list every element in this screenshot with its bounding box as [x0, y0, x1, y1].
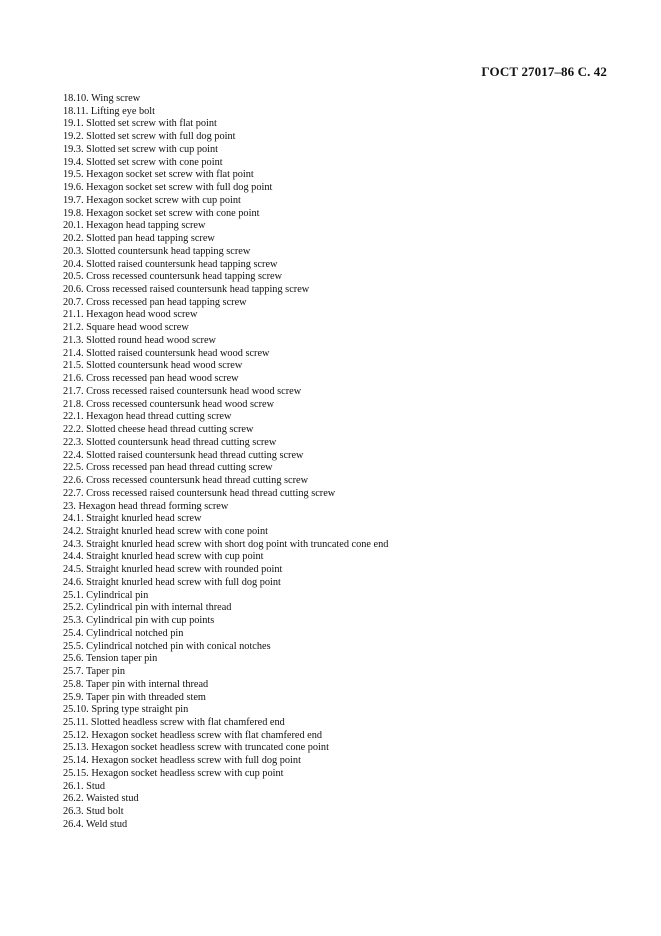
list-item: 19.1. Slotted set screw with flat point	[63, 118, 217, 130]
list-item: 20.7. Cross recessed pan head tapping screw	[63, 296, 247, 308]
page-header: ГОСТ 27017–86 С. 42	[481, 64, 607, 79]
list-item: 24.5. Straight knurled head screw with rounded point	[63, 564, 283, 576]
list-item: 24.4. Straight knurled head screw with cup point	[63, 551, 264, 563]
list-item: 20.5. Cross recessed countersunk head tapping screw	[63, 271, 283, 283]
list-item: 22.2. Slotted cheese head thread cutting screw	[63, 424, 254, 436]
list-item: 26.1. Stud	[63, 780, 106, 792]
list-item: 21.5. Slotted countersunk head wood screw	[63, 360, 243, 372]
list-item: 25.14. Hexagon socket headless screw with full dog point	[63, 755, 301, 767]
list-item: 25.10. Spring type straight pin	[63, 704, 189, 716]
list-item: 24.6. Straight knurled head screw with full dog point	[63, 576, 281, 588]
list-item: 20.6. Cross recessed raised countersunk head tapping screw	[63, 284, 310, 296]
list-item: 20.1. Hexagon head tapping screw	[63, 220, 206, 232]
term-list	[63, 93, 388, 832]
list-item: 21.6. Cross recessed pan head wood screw	[63, 373, 239, 385]
list-item: 25.11. Slotted headless screw with flat chamfered end	[63, 716, 285, 728]
list-item: 25.9. Taper pin with threaded stem	[63, 691, 206, 703]
list-item: 25.13. Hexagon socket headless screw with truncated cone point	[63, 742, 329, 754]
list-item: 21.1. Hexagon head wood screw	[63, 309, 198, 321]
list-item: 26.4. Weld stud	[63, 818, 128, 830]
list-item: 20.4. Slotted raised countersunk head tapping screw	[63, 258, 278, 270]
list-item: 22.3. Slotted countersunk head thread cutting screw	[63, 436, 277, 448]
list-item: 20.2. Slotted pan head tapping screw	[63, 233, 215, 245]
list-item: 25.12. Hexagon socket headless screw with flat chamfered end	[63, 729, 323, 741]
list-item: 20.3. Slotted countersunk head tapping screw	[63, 245, 251, 257]
list-item: 25.1. Cylindrical pin	[63, 589, 149, 601]
list-item: 19.4. Slotted set screw with cone point	[63, 156, 223, 168]
list-item: 24.3. Straight knurled head screw with short dog point with truncated cone end	[63, 538, 389, 550]
list-item: 19.7. Hexagon socket screw with cup point	[63, 194, 241, 206]
list-item: 22.5. Cross recessed pan head thread cutting screw	[63, 462, 273, 474]
list-item: 19.5. Hexagon socket set screw with flat point	[63, 169, 254, 181]
list-item: 22.6. Cross recessed countersunk head thread cutting screw	[63, 475, 309, 487]
list-item: 24.1. Straight knurled head screw	[63, 513, 202, 525]
list-item: 21.4. Slotted raised countersunk head wood screw	[63, 347, 270, 359]
list-item: 22.4. Slotted raised countersunk head thread cutting screw	[63, 449, 304, 461]
list-item: 26.2. Waisted stud	[63, 793, 139, 805]
list-item: 25.15. Hexagon socket headless screw with cup point	[63, 767, 284, 779]
list-item: 21.8. Cross recessed countersunk head wood screw	[63, 398, 275, 410]
list-item: 25.8. Taper pin with internal thread	[63, 678, 209, 690]
list-item: 21.2. Square head wood screw	[63, 322, 189, 334]
list-item: 23. Hexagon head thread forming screw	[63, 500, 229, 512]
list-item: 25.5. Cylindrical notched pin with conical notches	[63, 640, 271, 652]
list-item: 21.7. Cross recessed raised countersunk head wood screw	[63, 385, 302, 397]
list-item: 26.3. Stud bolt	[63, 806, 124, 818]
list-item: 25.2. Cylindrical pin with internal thread	[63, 602, 232, 614]
list-item: 24.2. Straight knurled head screw with cone point	[63, 525, 269, 537]
list-item: 19.3. Slotted set screw with cup point	[63, 143, 219, 155]
list-item: 19.2. Slotted set screw with full dog point	[63, 131, 236, 143]
list-item: 18.11. Lifting eye bolt	[63, 105, 155, 117]
list-item: 25.6. Tension taper pin	[63, 653, 158, 665]
list-item: 18.10. Wing screw	[63, 93, 141, 104]
list-item: 19.6. Hexagon socket set screw with full dog point	[63, 182, 273, 194]
list-item: 22.1. Hexagon head thread cutting screw	[63, 411, 232, 423]
list-item: 25.4. Cylindrical notched pin	[63, 627, 184, 639]
list-item: 25.3. Cylindrical pin with cup points	[63, 615, 215, 627]
list-item: 21.3. Slotted round head wood screw	[63, 334, 216, 346]
list-item: 19.8. Hexagon socket set screw with cone point	[63, 207, 260, 219]
list-item: 25.7. Taper pin	[63, 666, 126, 678]
list-item: 22.7. Cross recessed raised countersunk head thread cutting screw	[63, 487, 336, 499]
